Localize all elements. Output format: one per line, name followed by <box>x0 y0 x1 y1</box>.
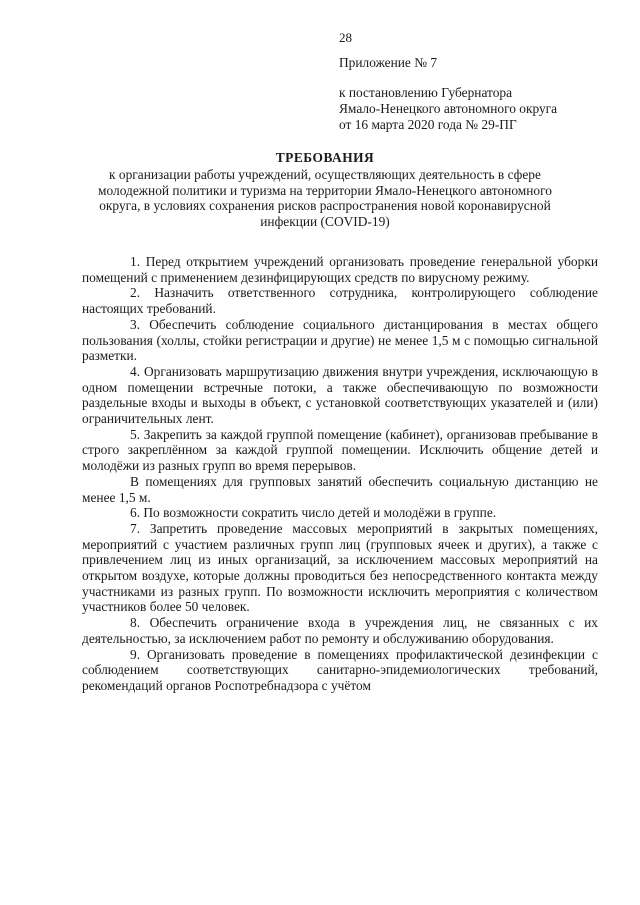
requirement-item: 4. Организовать маршрутизацию движения внутри учреждения, исключающую в одном помещении встречные потоки, а также обеспечивающую по возможности раздельные входы и выходы в объект, с установкой соответствующих указателей и (или) ограничительных лент. <box>82 363 598 427</box>
appendix-region-line: Ямало-Ненецкого автономного округа <box>339 101 558 116</box>
requirement-item: 3. Обеспечить соблюдение социального дистанцирования в местах общего пользования (холлы, стойки регистрации и другие) не менее 1,5 м с помощью сигнальной разметки. <box>82 316 598 364</box>
requirement-item: 8. Обеспечить ограничение входа в учреждения лиц, не связанных с их деятельностью, за исключением работ по ремонту и обслуживанию оборудования. <box>82 615 598 646</box>
page-number: 28 <box>339 30 352 45</box>
requirement-item: 2. Назначить ответственного сотрудника, контролирующего соблюдение настоящих требований. <box>82 285 598 317</box>
requirement-item: 6. По возможности сократить число детей и молодёжи в группе. <box>130 505 497 521</box>
appendix-date-line: от 16 марта 2020 года № 29-ПГ <box>339 117 517 132</box>
document-title: ТРЕБОВАНИЯ <box>275 150 375 165</box>
document-subtitle: к организации работы учреждений, осуществляющих деятельность в сфере молодежной политики и туризма на территории Ямало-Ненецкого автономного округа, в условиях сохранения рисков распространения новой коронавирусной инфекции (COVID-19) <box>98 167 552 229</box>
requirement-item: 9. Организовать проведение в помещениях профилактической дезинфекции с соблюдением соответствующих санитарно-эпидемиологических требований, рекомендаций органов Роспотребнадзора с учётом <box>82 646 598 693</box>
appendix-decree-line: к постановлению Губернатора <box>339 85 513 100</box>
requirement-item: 1. Перед открытием учреждений организовать проведение генеральной уборки помещений с применением дезинфицирующих средств по вирусному режиму. <box>82 254 598 285</box>
requirement-item: В помещениях для групповых занятий обеспечить социальную дистанцию не менее 1,5 м. <box>82 473 598 505</box>
requirements-list <box>82 254 598 694</box>
appendix-label: Приложение № 7 <box>339 55 438 70</box>
requirement-item: 5. Закрепить за каждой группой помещение (кабинет), организовав пребывание в строго закреплённом за каждой группой помещении. Исключить общение детей и молодёжи из разных групп во время перерывов. <box>82 426 598 474</box>
requirement-item: 7. Запретить проведение массовых мероприятий в закрытых помещениях, мероприятий с участием различных групп лиц (групповых ячеек и других), а также с привлечением лиц из иных организаций, за исключением массовых мероприятий на открытом воздухе, которые должны проводиться без непосредственного контакта между участниками из разных групп. По возможности исключить мероприятия с количеством участников более 50 человек. <box>82 520 598 615</box>
appendix-header <box>339 55 629 133</box>
